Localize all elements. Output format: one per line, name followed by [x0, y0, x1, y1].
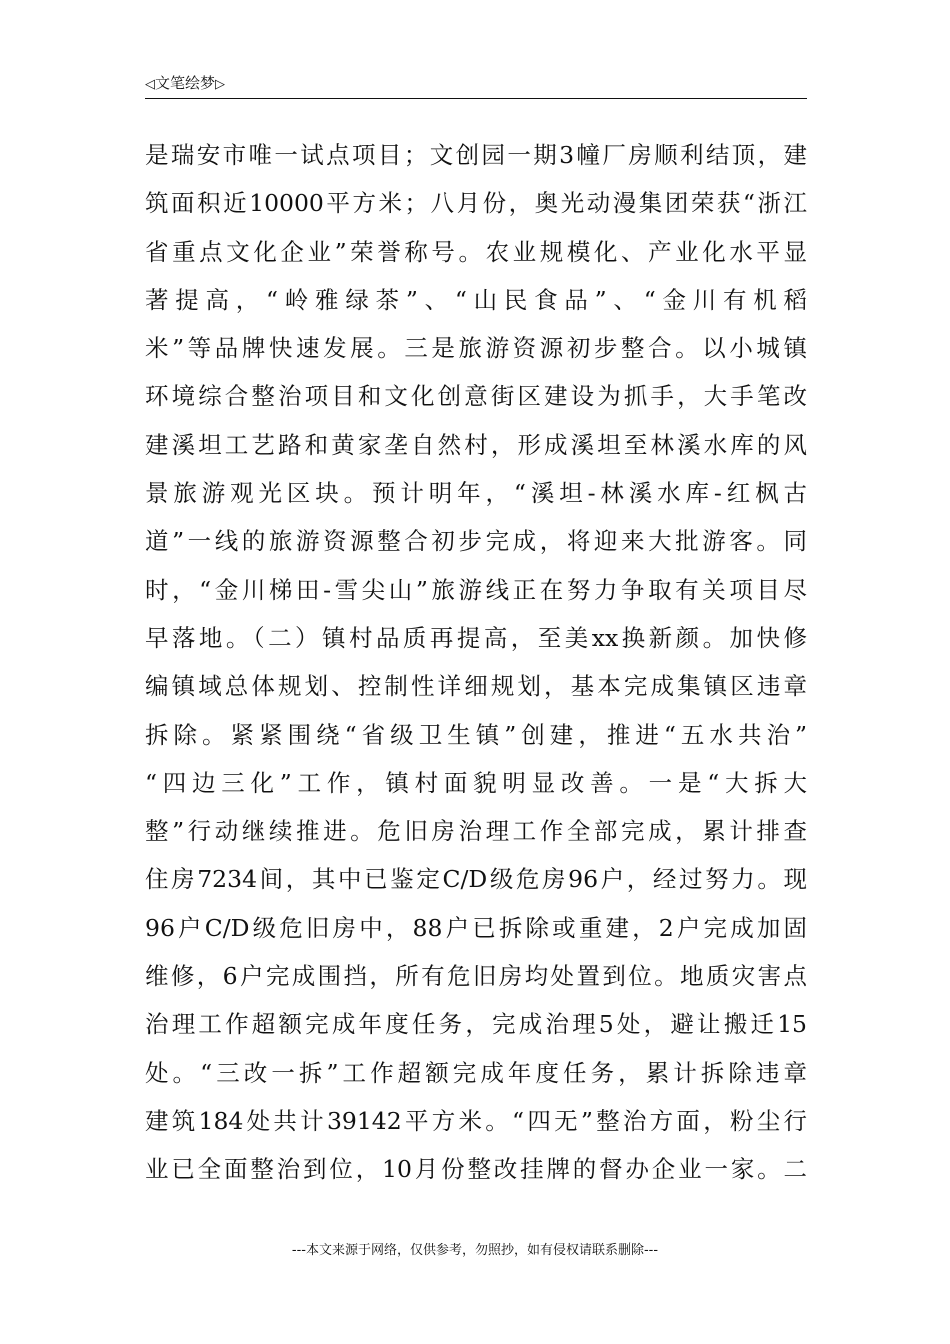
- right-triangle-icon: ▷: [215, 77, 226, 92]
- text-line: 96户C/D级危旧房中，88户已拆除或重建，2户完成加固: [145, 913, 807, 942]
- page-footer: ---本文来源于网络，仅供参考，勿照抄，如有侵权请联系删除---: [291, 1243, 659, 1258]
- text-line: “四边三化”工作，镇村面貌明显改善。一是“大拆大: [145, 768, 807, 797]
- text-line: 是瑞安市唯一试点项目；文创园一期3幢厂房顺利结顶，建: [145, 141, 807, 169]
- page-header: [145, 72, 807, 99]
- text-line: 处。“三改一拆”工作超额完成年度任务，累计拆除违章: [145, 1058, 807, 1087]
- text-line: 治理工作超额完成年度任务，完成治理5处，避让搬迁15: [145, 1010, 807, 1039]
- text-line: 道”一线的旅游资源整合初步完成，将迎来大批游客。同: [145, 527, 807, 556]
- text-line: 米”等品牌快速发展。三是旅游资源初步整合。以小城镇: [145, 334, 807, 363]
- text-line: 拆除。紧紧围绕“省级卫生镇”创建，推进“五水共治”: [145, 720, 807, 749]
- text-line: 编镇域总体规划、控制性详细规划，基本完成集镇区违章: [145, 672, 807, 701]
- text-line: 环境综合整治项目和文化创意街区建设为抓手，大手笔改: [145, 382, 807, 411]
- left-triangle-icon: ◁: [145, 77, 155, 92]
- text-line: 早落地。（二）镇村品质再提高，至美xx换新颜。加快修: [145, 623, 807, 652]
- header-brand: 文笔绘梦: [155, 74, 216, 92]
- text-line: 景旅游观光区块。预计明年，“溪坦-林溪水库-红枫古: [145, 479, 807, 508]
- text-line: 建筑184处共计39142平方米。“四无”整治方面，粉尘行: [145, 1106, 807, 1135]
- text-line: 业已全面整治到位，10月份整改挂牌的督办企业一家。二: [145, 1155, 807, 1184]
- text-line: 住房7234间，其中已鉴定C/D级危房96户，经过努力。现: [145, 865, 807, 894]
- text-line: 维修，6户完成围挡，所有危旧房均处置到位。地质灾害点: [145, 962, 807, 991]
- text-line: 筑面积近10000平方米；八月份，奥光动漫集团荣获“浙江: [145, 189, 807, 218]
- text-line: 著提高，“岭雅绿茶”、“山民食品”、“金川有机稻: [145, 285, 807, 314]
- text-line: 时，“金川梯田-雪尖山”旅游线正在努力争取有关项目尽: [145, 575, 807, 604]
- text-line: 整”行动继续推进。危旧房治理工作全部完成，累计排查: [145, 817, 807, 846]
- body-text: [145, 131, 807, 1194]
- text-line: 建溪坦工艺路和黄家垄自然村，形成溪坦至林溪水库的风: [145, 430, 807, 459]
- text-line: 省重点文化企业”荣誉称号。农业规模化、产业化水平显: [145, 237, 807, 266]
